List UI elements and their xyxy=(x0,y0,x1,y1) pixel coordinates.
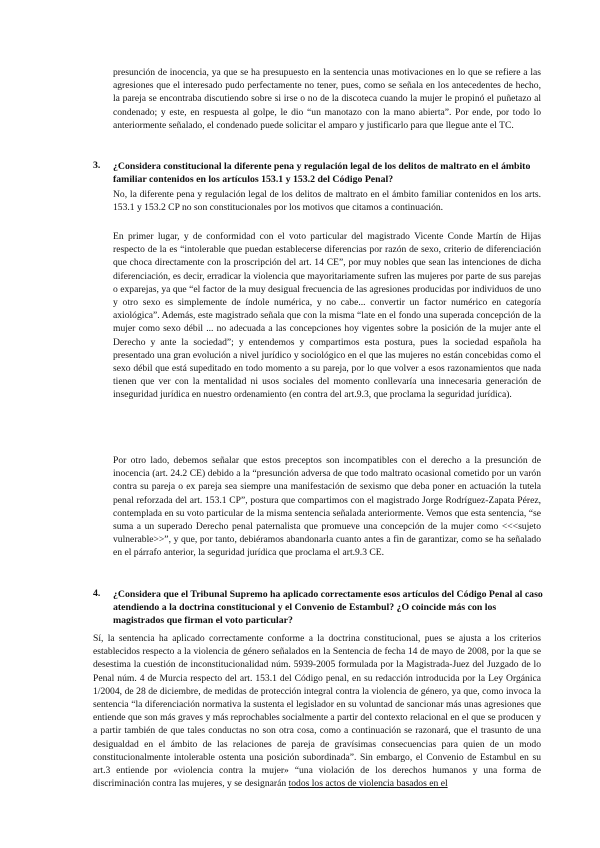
question-4-number: 4. xyxy=(93,588,101,599)
intro-paragraph: presunción de inocencia, ya que se ha presupuesto en la sentencia unas motivaciones en lo que se refiere a las agresiones que el interesado pudo perfectamente no tener, pues, como se señala en los antecedentes de hecho, la pareja se encontraba discutiendo sobre si irse o no de la discoteca cuando la mujer le propinó el puñetazo al condenado; y este, en respuesta al golpe, le dio “un manotazo con la mano abierta”. Por ende, por todo lo anteriormente señalado, el condenado puede solicitar el amparo y justificarlo para que llegue ante el TC. xyxy=(113,67,541,131)
question-4-heading: ¿Considera que el Tribunal Supremo ha aplicado correctamente esos artículos del Código Penal al caso atendiendo a la doctrina constitucional y el Convenio de Estambul? ¿O coincide más con los magistrados que firman el voto particular? xyxy=(113,589,543,626)
question-3-paragraph-1: En primer lugar, y de conformidad con el voto particular del magistrado Vicente Conde Martín de Hijas respecto de la es “intolerable que puedan establecerse diferencias por razón de sexo, criterio de diferenciación que choca directamente con la proscripción del art. 14 CE”, por muy nobles que sean las intenciones de dicha diferenciación, es decir, erradicar la violencia que mayoritariamente sufren las mujeres por parte de sus parejas o exparejas, ya que “el factor de la muy desigual frecuencia de las agresiones producidas por individuos de uno y otro sexo es simplemente de índole numérica, y no cabe... convertir un factor numérico en categoría axiológica”. Además, este magistrado señala que con la misma “late en el fondo una superada concepción de la mujer como sexo débil ... no adecuada a las concepciones hoy vigentes sobre la posición de la mujer ante el Derecho y ante la sociedad”; y entendemos y compartimos esta postura, pues la sociedad española ha presentado una gran evolución a nivel jurídico y sociológico en el que las mujeres no están concebidas como el sexo débil que está supeditado en todo momento a su pareja, por lo que volver a esos razonamientos que nada tienen que ver con la mentalidad ni usos sociales del momento conllevaría una innecesaria generación de inseguridad jurídica en nuestro ordenamiento (en contra del art.9.3, que proclama la seguridad jurídica). xyxy=(113,231,541,401)
question-3-answer: No, la diferente pena y regulación legal de los delitos de maltrato en el ámbito familiar contenidos en los arts. 153.1 y 153.2 CP no son constitucionales por los motivos que citamos a continuación. xyxy=(113,189,541,214)
question-3-heading: ¿Considera constitucional la diferente pena y regulación legal de los delitos de maltrato en el ámbito familiar contenidos en los artículos 153.1 y 153.2 del Código Penal? xyxy=(113,161,531,185)
question-4-answer-underlined: todos los actos de violencia basados en el xyxy=(288,778,448,790)
question-3-number: 3. xyxy=(93,160,101,171)
question-3-paragraph-2: Por otro lado, debemos señalar que estos preceptos son incompatibles con el derecho a la presunción de inocencia (art. 24.2 CE) debido a la “presunción adversa de que todo maltrato ocasional cometido por un varón contra su pareja o ex pareja sea siempre una manifestación de sexismo que deba poner en actuación la tutela penal reforzada del art. 153.1 CP”, postura que compartimos con el magistrado Jorge Rodríguez-Zapata Pérez, contemplada en su voto particular de la misma sentencia señalada anteriormente. Vemos que esta sentencia, “se suma a un superado Derecho penal paternalista que promueve una concepción de la mujer como <<<sujeto vulnerable>>”, y que, por tanto, debiéramos abandonarla cuanto antes a fin de garantizar, como se ha señalado en el párrafo anterior, la seguridad jurídica que proclama el art.9.3 CE. xyxy=(113,455,541,559)
question-4-answer-text: Sí, la sentencia ha aplicado correctamente conforme a la doctrina constitucional, pues se ajusta a los criterios establecidos respecto a la violencia de género señalados en la Sentencia de fecha 14 de mayo de 2008, por la que se desestima la cuestión de inconstitucionalidad núm. 5939-2005 formulada por la Magistrada-Juez del Juzgado de lo Penal núm. 4 de Murcia respecto del art. 153.1 del Código penal, en su redacción introducida por la Ley Orgánica 1/2004, de 28 de diciembre, de medidas de protección integral contra la violencia de género, ya que, como invoca la sentencia “la diferenciación normativa la sustenta el legislador en su voluntad de sancionar más unas agresiones que entiende que son más graves y más reprochables socialmente a partir del contexto relacional en el que se producen y a partir también de que tales conductas no son otra cosa, como a continuación se razonará, que el trasunto de una desigualdad en el ámbito de las relaciones de pareja de gravísimas consecuencias para quien de un modo constitucionalmente intolerable ostenta una posición subordinada”. Sin embargo, el Convenio de Estambul en su art.3 entiende por «violencia contra la mujer» “una violación de los derechos humanos y una forma de discriminación contra las mujeres, y se designarán xyxy=(93,633,541,790)
question-4-answer xyxy=(93,632,541,790)
